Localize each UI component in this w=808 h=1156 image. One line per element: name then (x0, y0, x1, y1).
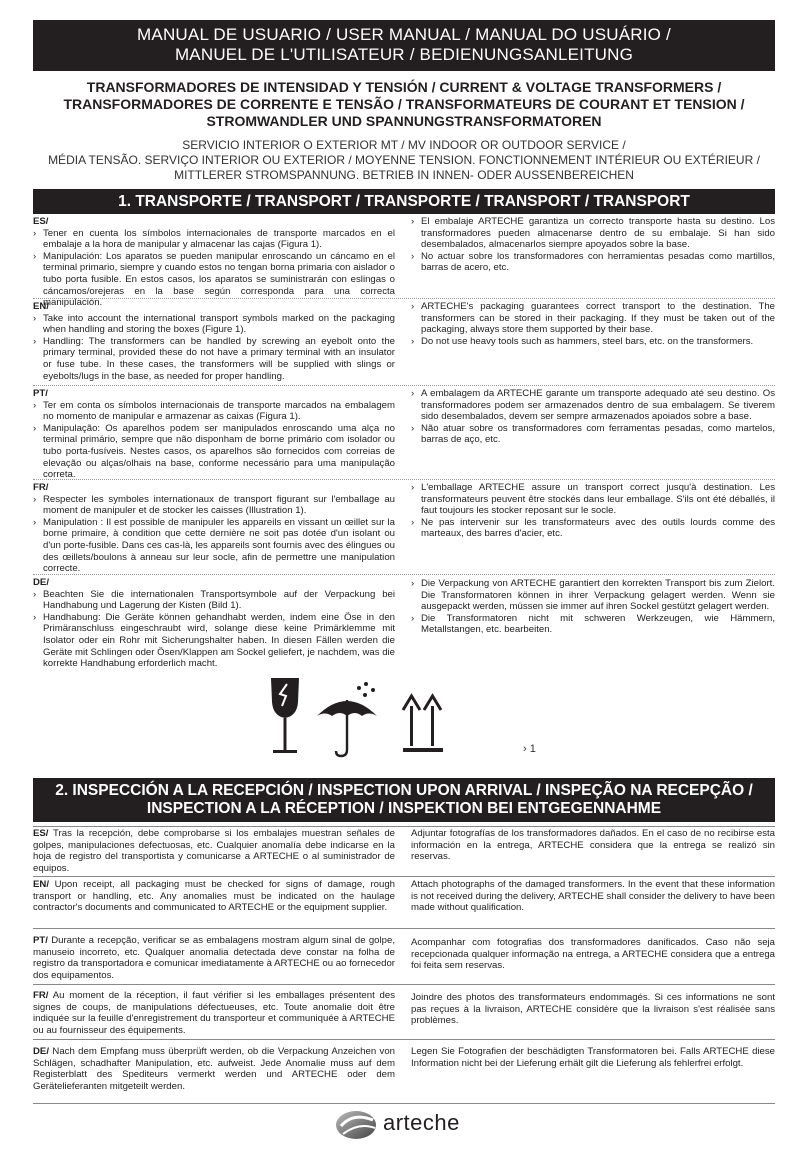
inspection-text: Upon receipt, all packaging must be checked for signs of damage, rough transport or handling, etc. Any anomalies must be indicated on the haulage contractor's documents and communicated to ARTECHE or the equipment supplier. (33, 879, 395, 914)
bullet-item: › Respecter les symboles internationaux de transport figurant sur l'emballage au moment de manipuler et de stocker les caisses (Illustration 1). (33, 494, 395, 517)
inspection-fr (33, 990, 775, 1038)
lang-code: DE/ (33, 1046, 49, 1057)
bullet-item: › El embalaje ARTECHE garantiza un correcto transporte hasta su destino. Los transformadores pueden almacenarse dentro de su embalaje. Si han sido desembalados, almacenarlos siempre apoyados sobre la base. (411, 216, 775, 251)
divider (33, 479, 775, 480)
bullet-item: › Ter em conta os símbolos internacionais de transporte marcados na embalagem no momento de manipular e armazenar as caixas (Figura 1). (33, 400, 395, 423)
inspection-de-left (33, 1046, 395, 1092)
lang-code: ES/ (33, 216, 49, 227)
arteche-logo-mark-icon (333, 1106, 379, 1142)
transport-symbols (265, 676, 485, 762)
subtitle-line-2: MÉDIA TENSÃO. SERVIÇO INTERIOR OU EXTERIOR / MOYENNE TENSION. FONCTIONNEMENT INTÉRIEUR OU EXTÉRIEUR / (48, 153, 760, 167)
section-1-heading: 1. TRANSPORTE / TRANSPORT / TRANSPORTE / TRANSPORT / TRANSPORT (33, 189, 775, 214)
inspection-en-left (33, 879, 395, 914)
divider (33, 385, 775, 386)
lang-code: EN/ (33, 301, 49, 312)
inspection-fr-left (33, 990, 395, 1036)
header-line-1: MANUAL DE USUARIO / USER MANUAL / MANUAL DO USUÁRIO / (137, 25, 671, 44)
lang-code: DE/ (33, 577, 49, 588)
transport-fr-left (33, 482, 395, 575)
inspection-fr-right: Joindre des photos des transformateurs endommagés. Si ces informations ne sont pas reçues à la livraison, ARTECHE considère que la livraison s'est réalisée sans problèmes. (411, 992, 775, 1027)
transport-en-right (411, 301, 775, 347)
divider (33, 574, 775, 575)
divider (33, 1039, 775, 1040)
bullet-item: › Manipulação: Os aparelhos podem ser manipulados enroscando uma alça no terminal primário, sempre que não disponham de borne primário com isolador ou tubo porta-fusíveis. Nestes casos, os aparelhos são fornecidos com correias de elevação ou alças/olhais na base, conforme necessário para uma manipulação correta. (33, 423, 395, 481)
bullet-item: › Take into account the international transport symbols marked on the packaging when handling and storing the boxes (Figure 1). (33, 313, 395, 336)
bullet-item: › L'emballage ARTECHE assure un transport correct jusqu'à destination. Les transformateurs peuvent être stockés dans leur emballage. S'ils ont été déballés, il faut toujours les stocker reposant sur le socle. (411, 482, 775, 517)
header-line-2: MANUEL DE L'UTILISATEUR / BEDIENUNGSANLEITUNG (174, 45, 634, 64)
transport-pt-left (33, 388, 395, 481)
lang-code: FR/ (33, 482, 49, 493)
transport-en-left (33, 301, 395, 382)
inspection-text: Durante a recepção, verificar se as embalagens mostram algum sinal de golpe, manuseio incorreto, etc. Qualquer anomalia detectada deve constar na folha de registro da transportadora e comunicar imediatamente à ARTECHE ou ao fornecedor dos equipamentos. (33, 935, 395, 981)
bullet-item: › Handling: The transformers can be handled by screwing an eyebolt onto the primary terminal, provided these do not have a primary terminal with an insulator or fuse tube. In these cases, the transformers will be supplied with slings or eyebolts/lugs in the base, as needed for proper handling. (33, 336, 395, 382)
bullet-item: › Die Verpackung von ARTECHE garantiert den korrekten Transport bis zum Zielort. Die Transformatoren können in ihrer Verpackung gelagert werden. Wenn sie ausgepackt werden, müssen sie immer auf ihren Sockel gestützt gelagert werden. (411, 578, 775, 613)
inspection-de (33, 1046, 775, 1094)
keep-dry-umbrella-icon (317, 682, 377, 756)
section-2-heading-line-1: 2. INSPECCIÓN A LA RECEPCIÓN / INSPECTION UPON ARRIVAL / INSPEÇÃO NA RECEPÇÃO / (55, 782, 753, 799)
divider (33, 298, 775, 299)
title-line-1: TRANSFORMADORES DE INTENSIDAD Y TENSIÓN / CURRENT & VOLTAGE TRANSFORMERS / (86, 79, 722, 95)
inspection-es-left (33, 828, 395, 874)
lang-code: PT/ (33, 935, 48, 946)
brand-name: arteche (383, 1110, 460, 1135)
manual-header (33, 20, 775, 71)
inspection-en (33, 879, 775, 927)
bullet-item: › No actuar sobre los transformadores con herramientas pesadas como martillos, barras de acero, etc. (411, 251, 775, 274)
inspection-text: Nach dem Empfang muss überprüft werden, ob die Verpackung Anzeichen von Schlägen, schadhafter Manipulation, etc. aufweist. Jede Anomalie muss auf dem Registerblatt des Spediteurs vermerkt werden und ARTECHE oder dem Gerätelieferanten mitgeteilt werden. (33, 1046, 395, 1092)
bullet-item: › Não atuar sobre os transformadores com ferramentas pesadas, como martelos, barras de aço, etc. (411, 423, 775, 446)
title-line-3: STROMWANDLER UND SPANNUNGSTRANSFORMATOREN (206, 113, 602, 129)
bullet-item: › Die Transformatoren nicht mit schweren Werkzeugen, wie Hämmern, Metallstangen, etc. bearbeiten. (411, 613, 775, 636)
footer-divider (33, 1103, 775, 1104)
document-subtitle (33, 138, 775, 183)
title-line-2: TRANSFORMADORES DE CORRENTE E TENSÃO / TRANSFORMATEURS DE COURANT ET TENSION / (63, 96, 745, 112)
bullet-item: › Handhabung: Die Geräte können gehandhabt werden, indem eine Öse in den Primäranschluss eingeschraubt wird, solange diese keine Primärklemme mit Isolator oder ein Rohr mit Sicherungshalter haben. In diesen Fällen werden die Geräte mit Schlingen oder Ösen/Klappen am Sockel geliefert, je nachdem, was die korrekte Handhabung erforderlich macht. (33, 612, 395, 670)
transport-de (33, 577, 775, 669)
inspection-es (33, 828, 775, 876)
transport-pt-right (411, 388, 775, 446)
transport-en (33, 301, 775, 381)
inspection-pt-left (33, 935, 395, 981)
inspection-en-right: Attach photographs of the damaged transformers. In the event that these information is not received during the delivery, ARTECHE shall consider the delivery to have been made without qualification. (411, 879, 775, 914)
divider (33, 826, 775, 827)
divider (33, 876, 775, 877)
bullet-item: › ARTECHE's packaging guarantees correct transport to the destination. The transformers can be stored in their packaging. If they must be taken out of the packaging, always store them supported by their base. (411, 301, 775, 336)
divider (33, 928, 775, 929)
transport-es-left (33, 216, 395, 309)
transport-fr-right (411, 482, 775, 540)
bullet-item: › Tener en cuenta los símbolos internacionales de transporte marcados en el embalaje a la hora de manipular y almacenar las cajas (Figura 1). (33, 228, 395, 251)
bullet-item: › Do not use heavy tools such as hammers, steel bars, etc. on the transformers. (411, 336, 775, 348)
bullet-item: › Manipulación: Los aparatos se pueden manipular enroscando un cáncamo en el terminal primario, siempre y cuando estos no tengan borna primaria con aislador o tubo porta fusible. En estos casos, los aparatos se suministrarán con eslingas o cáncamos/orejeras en la base según corresponda para una correcta manipulación. (33, 251, 395, 309)
arteche-logo (333, 1106, 483, 1142)
inspection-pt-right: Acompanhar com fotografias dos transformadores danificados. Caso não seja recepcionada qualquer informação na entrega, a ARTECHE considera que a entrega foi feita sem reservas. (411, 937, 775, 972)
inspection-es-right: Adjuntar fotografías de los transformadores dañados. En el caso de no recibirse esta información en la entrega, ARTECHE considera que la entrega se realizó sin reservas. (411, 828, 775, 863)
bullet-item: › A embalagem da ARTECHE garante um transporte adequado até seu destino. Os transformadores podem ser armazenados dentro de sua embalagem. Se tiverem sido desembalados, devem ser sempre armazenados apoiados sobre a base. (411, 388, 775, 423)
transport-es-right (411, 216, 775, 274)
figure-label: › 1 (523, 743, 536, 755)
subtitle-line-1: SERVICIO INTERIOR O EXTERIOR MT / MV INDOOR OR OUTDOOR SERVICE / (182, 138, 626, 152)
lang-code: FR/ (33, 990, 49, 1001)
inspection-text: Au moment de la réception, il faut vérifier si les emballages présentent des signes de coups, de manipulations défectueuses, etc. Toute anomalie doit être indiquée sur la feuille d'enregistrement du transporteur et communiquée à ARTECHE ou au fournisseur des équipements. (33, 990, 395, 1036)
transport-es (33, 216, 775, 309)
transport-de-left (33, 577, 395, 670)
divider (33, 984, 775, 985)
transport-de-right (411, 578, 775, 636)
bullet-item: › Manipulation : Il est possible de manipuler les appareils en vissant un œillet sur la borne primaire, à condition que cette dernière ne soit pas dotée d'un isolant ou d'un porte-fusible. Dans ces cas-là, les appareils sont fournis avec des élingues ou des œillets/boulons à anneau sur leur socle, afin de permettre une manipulation correcte. (33, 517, 395, 575)
inspection-de-right: Legen Sie Fotografien der beschädigten Transformatoren bei. Falls ARTECHE diese Information nicht bei der Lieferung erhält gilt die Lieferung als fehlerfrei erfolgt. (411, 1046, 775, 1069)
transport-fr (33, 482, 775, 575)
bullet-item: › Ne pas intervenir sur les transformateurs avec des outils lourds comme des marteaux, des barres d'acier, etc. (411, 517, 775, 540)
fragile-glass-icon (271, 678, 299, 753)
lang-code: ES/ (33, 828, 49, 839)
subtitle-line-3: MITTLERER STROMSPANNUNG. BETRIEB IN INNEN- ODER AUSSENBEREICHEN (174, 168, 634, 182)
lang-code: EN/ (33, 879, 49, 890)
transport-pt (33, 388, 775, 481)
this-way-up-arrows-icon (403, 696, 443, 752)
inspection-pt (33, 935, 775, 983)
bullet-item: › Beachten Sie die internationalen Transportsymbole auf der Verpackung bei Handhabung und Lagerung der Kisten (Bild 1). (33, 589, 395, 612)
section-2-heading-line-2: INSPECTION A LA RÉCEPTION / INSPEKTION BEI ENTGEGENNAHME (146, 800, 662, 817)
lang-code: PT/ (33, 388, 48, 399)
inspection-text: Tras la recepción, debe comprobarse si los embalajes muestran señales de golpes, manipulaciones defectuosas, etc. Cualquier anomalía debe indicarse en la hoja de registro del transportista y comunicarse a ARTECHE o al suministrador de equipos. (33, 828, 395, 874)
section-2-heading (33, 778, 775, 822)
document-title (33, 79, 775, 130)
